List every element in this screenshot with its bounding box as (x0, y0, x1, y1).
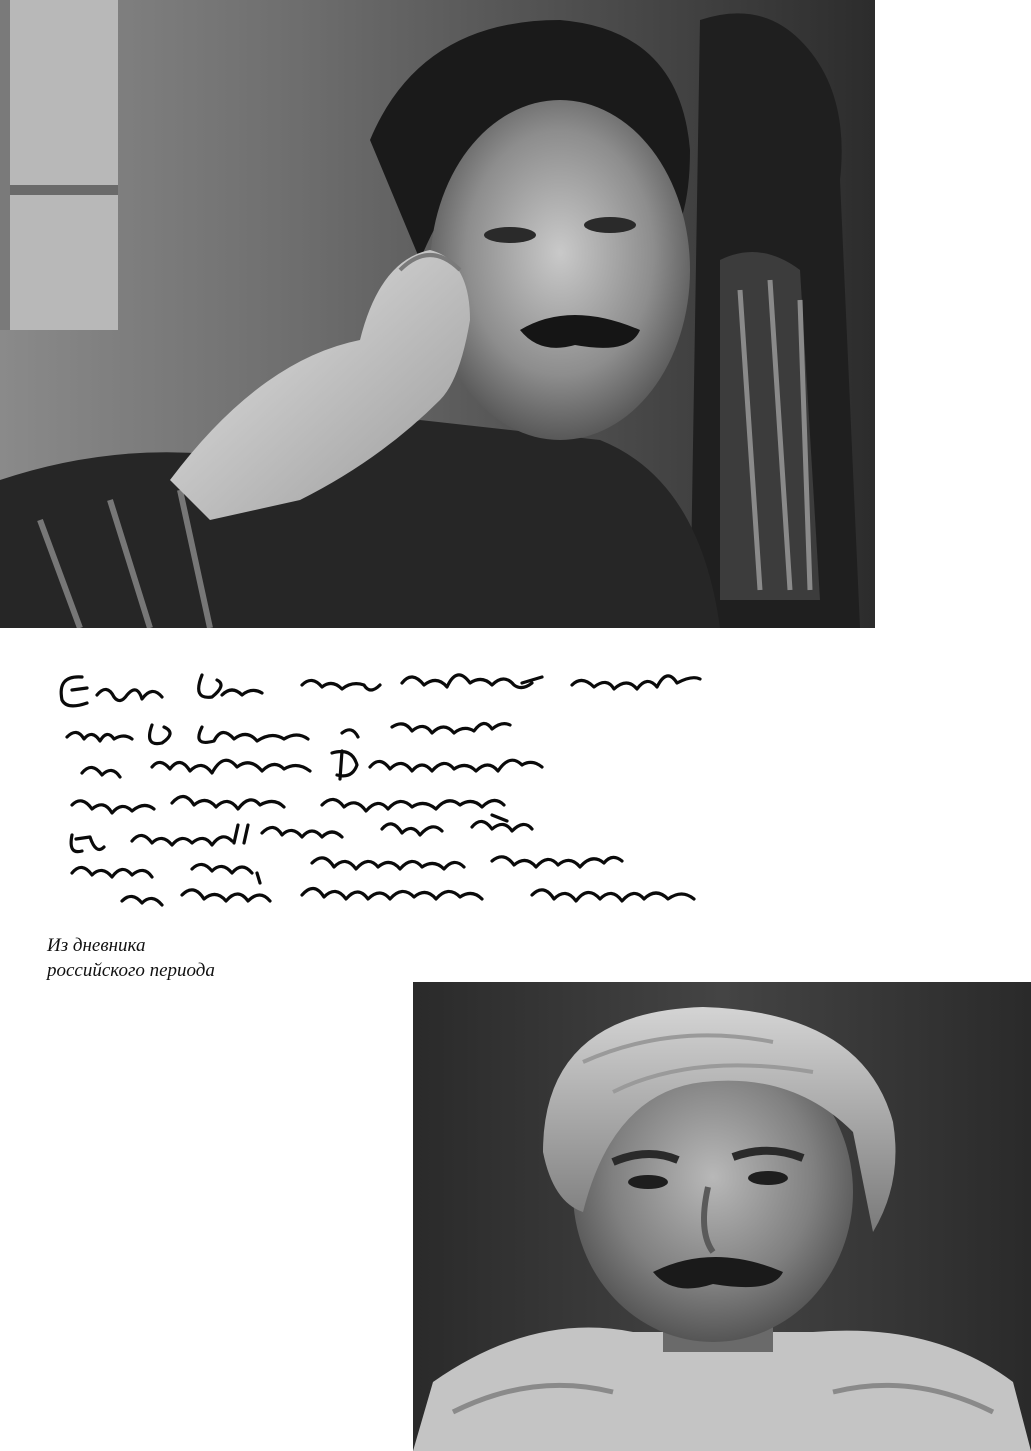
photo-caption (47, 933, 307, 983)
photo-portrait-hand-on-cheek (0, 0, 875, 628)
handwritten-diary-note (52, 655, 752, 935)
handwriting-image (52, 655, 752, 935)
photo-portrait-hand-on-cheek-image (0, 0, 875, 628)
caption-line-1: Из дневника (47, 935, 146, 956)
photo-portrait-close-up (413, 982, 1031, 1451)
caption-line-2: российского периода (47, 960, 215, 981)
photo-portrait-close-up-image (413, 982, 1031, 1451)
